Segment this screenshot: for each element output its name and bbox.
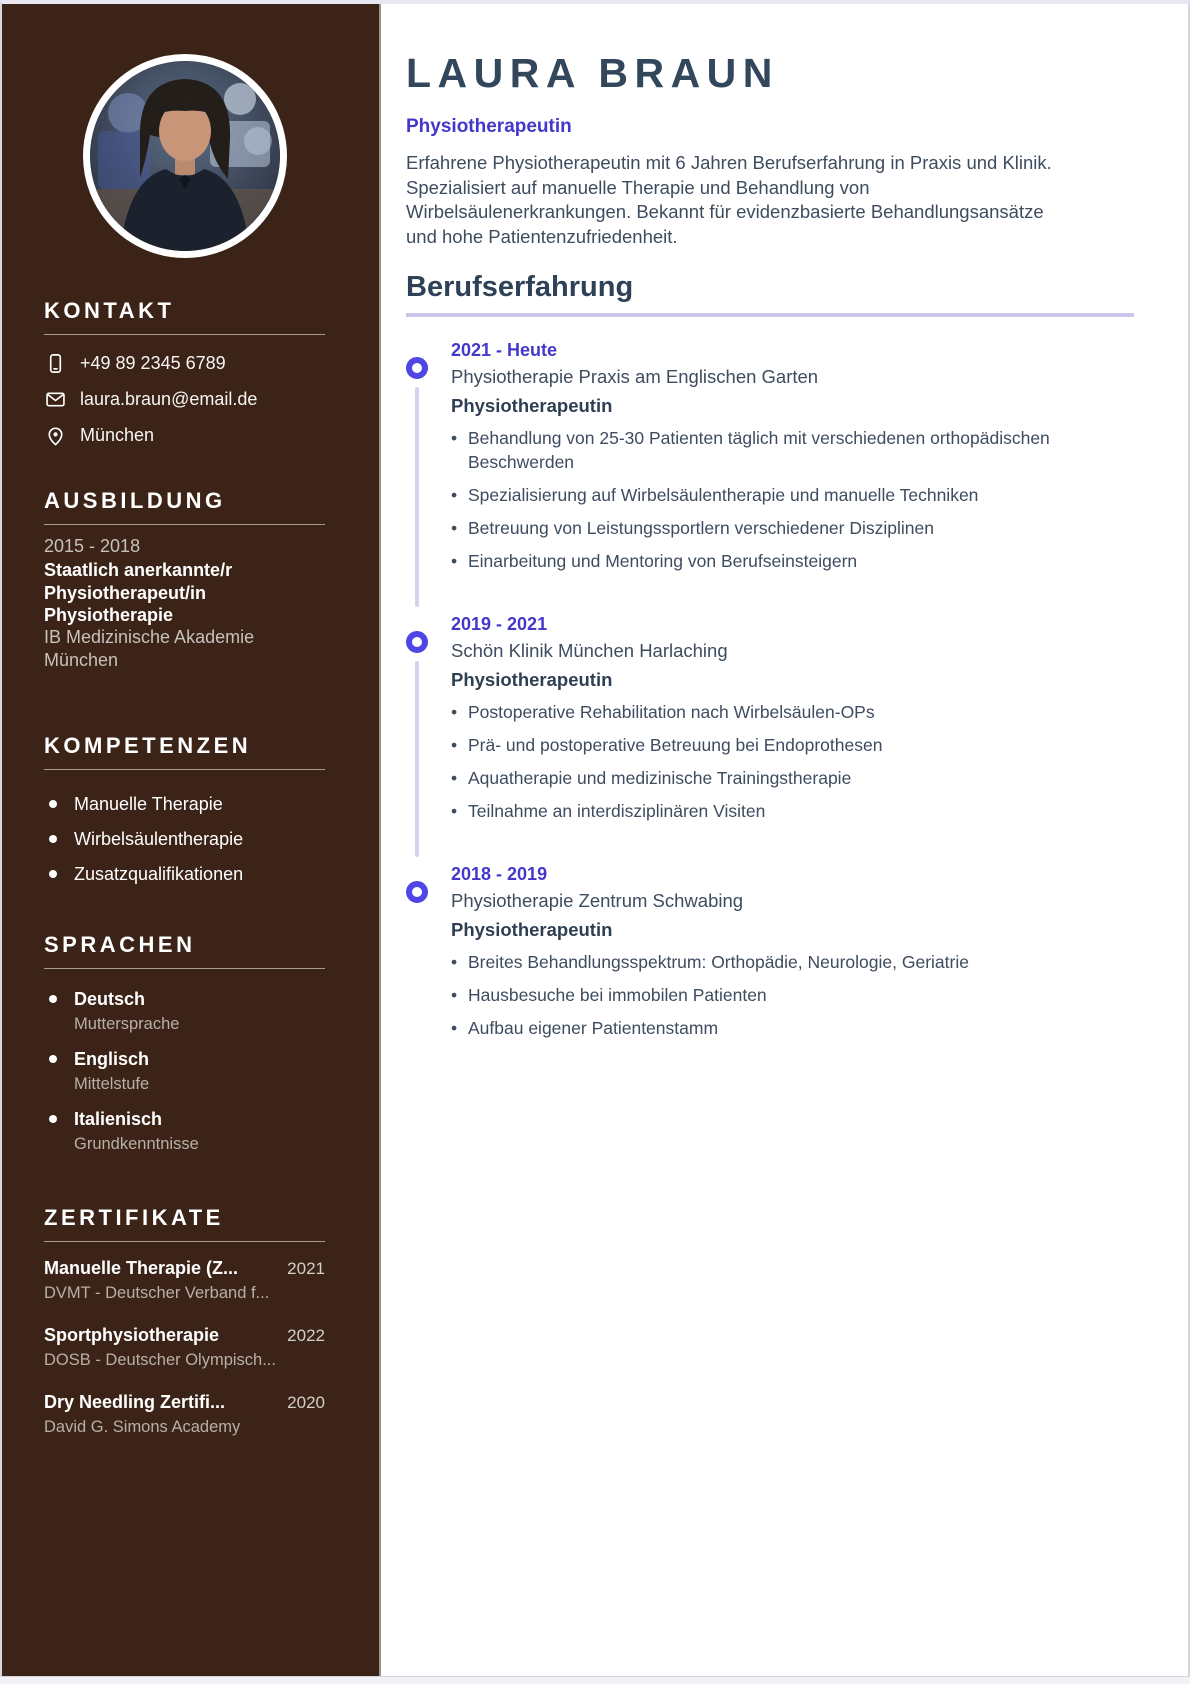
experience-entry <box>406 863 1134 1040</box>
skill-item: Manuelle Therapie <box>44 792 325 816</box>
experience-period: 2021 - Heute <box>451 340 558 361</box>
experience-entry <box>406 613 1134 823</box>
experience-company: Physiotherapie Praxis am Englischen Garten <box>451 366 819 388</box>
skill-item: Zusatzqualifikationen <box>44 862 325 886</box>
certificate-year: 2022 <box>287 1325 325 1345</box>
experience-role: Physiotherapeutin <box>451 395 613 417</box>
certificates-heading: ZERTIFIKATE <box>44 1204 224 1230</box>
languages-list <box>44 987 325 1155</box>
main-content <box>381 4 1188 1676</box>
language-name: Deutsch <box>74 988 146 1009</box>
section-divider <box>44 334 325 335</box>
language-item <box>44 987 325 1035</box>
experience-heading: Berufserfahrung <box>406 271 1134 317</box>
certificate-issuer: David G. Simons Academy <box>44 1417 241 1436</box>
section-divider <box>44 524 325 525</box>
skills-list <box>44 792 325 886</box>
contact-location-text: München <box>80 425 155 445</box>
education-school: IB Medizinische Akademie München <box>44 627 255 670</box>
certificates-section <box>44 1205 325 1438</box>
experience-bullet-list <box>451 700 1134 823</box>
location-icon <box>44 424 67 447</box>
contact-phone-text: +49 89 2345 6789 <box>80 353 226 373</box>
experience-role: Physiotherapeutin <box>451 919 613 941</box>
experience-bullet: • Breites Behandlungsspektrum: Orthopädie, Neurologie, Geriatrie <box>451 950 1134 974</box>
skills-heading: KOMPETENZEN <box>44 732 252 758</box>
contact-item-email <box>44 387 325 412</box>
experience-bullet: • Aquatherapie und medizinische Trainingstherapie <box>451 766 1134 790</box>
person-job-title: Physiotherapeutin <box>406 116 572 138</box>
experience-bullet: • Einarbeitung und Mentoring von Berufseinsteigern <box>451 549 1134 573</box>
language-item <box>44 1047 325 1095</box>
skills-section <box>44 733 325 886</box>
experience-bullet: • Behandlung von 25-30 Patienten täglich mit verschiedenen orthopädischen Beschwerden <box>451 426 1134 474</box>
experience-bullet: • Prä- und postoperative Betreuung bei Endoprothesen <box>451 733 1134 757</box>
phone-icon <box>44 352 67 375</box>
experience-company: Schön Klinik München Harlaching <box>451 640 728 662</box>
contact-section <box>44 298 325 448</box>
experience-bullet-list <box>451 950 1134 1040</box>
languages-heading: SPRACHEN <box>44 931 196 957</box>
language-name: Englisch <box>74 1048 150 1069</box>
experience-period: 2018 - 2019 <box>451 864 548 885</box>
experience-bullet: • Teilnahme an interdisziplinären Visiten <box>451 799 1134 823</box>
experience-bullet: • Spezialisierung auf Wirbelsäulentherapie und manuelle Techniken <box>451 483 1134 507</box>
experience-role: Physiotherapeutin <box>451 669 613 691</box>
education-entry <box>44 535 325 671</box>
section-divider <box>44 769 325 770</box>
contact-list <box>44 351 325 448</box>
certificate-issuer: DOSB - Deutscher Olympisch... <box>44 1350 276 1369</box>
experience-bullet: • Betreuung von Leistungssportlern verschiedener Disziplinen <box>451 516 1134 540</box>
experience-timeline <box>406 339 1134 1040</box>
certificate-item <box>44 1256 325 1304</box>
certificate-year: 2021 <box>287 1258 325 1278</box>
contact-email-text: laura.braun@email.de <box>80 389 258 409</box>
timeline-marker-icon <box>406 881 428 903</box>
contact-item-location <box>44 423 325 448</box>
certificates-list <box>44 1256 325 1438</box>
certificate-item <box>44 1323 325 1371</box>
certificate-name: Dry Needling Zertifi... <box>44 1391 226 1412</box>
language-level: Muttersprache <box>74 1014 180 1033</box>
experience-period: 2019 - 2021 <box>451 614 548 635</box>
experience-bullet-list <box>451 426 1134 573</box>
experience-bullet: • Postoperative Rehabilitation nach Wirbelsäulen-OPs <box>451 700 1134 724</box>
education-heading: AUSBILDUNG <box>44 488 226 513</box>
language-level: Grundkenntnisse <box>74 1134 199 1153</box>
profile-summary: Erfahrene Physiotherapeutin mit 6 Jahren Berufserfahrung in Praxis und Klinik. Spezialisiert auf manuelle Therapie und Behandlung von Wirbelsäulenerkrankungen. Bekannt für evidenzbasierte Behandlungsansätze und hohe Patientenzufriedenheit. <box>406 152 1052 247</box>
profile-photo-illustration <box>90 61 280 251</box>
education-degree: Staatlich anerkannte/r Physiotherapeut/in Physiotherapie <box>44 560 233 625</box>
profile-photo <box>83 54 287 258</box>
person-name: LAURA BRAUN <box>406 50 779 96</box>
timeline-marker-icon <box>406 631 428 653</box>
sidebar <box>2 4 381 1676</box>
experience-entry <box>406 339 1134 573</box>
education-section <box>44 488 325 671</box>
language-item <box>44 1107 325 1155</box>
experience-company: Physiotherapie Zentrum Schwabing <box>451 890 744 912</box>
timeline-marker-icon <box>406 357 428 379</box>
skill-item: Wirbelsäulentherapie <box>44 827 325 851</box>
section-divider <box>44 968 325 969</box>
experience-bullet: • Hausbesuche bei immobilen Patienten <box>451 983 1134 1007</box>
education-period: 2015 - 2018 <box>44 536 141 556</box>
contact-item-phone <box>44 351 325 376</box>
languages-section <box>44 932 325 1155</box>
certificate-year: 2020 <box>287 1392 325 1412</box>
certificate-item <box>44 1390 325 1438</box>
language-name: Italienisch <box>74 1108 163 1129</box>
section-divider <box>44 1241 325 1242</box>
certificate-name: Sportphysiotherapie <box>44 1324 220 1345</box>
experience-bullet: • Aufbau eigener Patientenstamm <box>451 1016 1134 1040</box>
mail-icon <box>44 388 67 411</box>
certificate-name: Manuelle Therapie (Z... <box>44 1257 239 1278</box>
language-level: Mittelstufe <box>74 1074 150 1093</box>
contact-heading: KONTAKT <box>44 298 175 323</box>
certificate-issuer: DVMT - Deutscher Verband f... <box>44 1283 270 1302</box>
